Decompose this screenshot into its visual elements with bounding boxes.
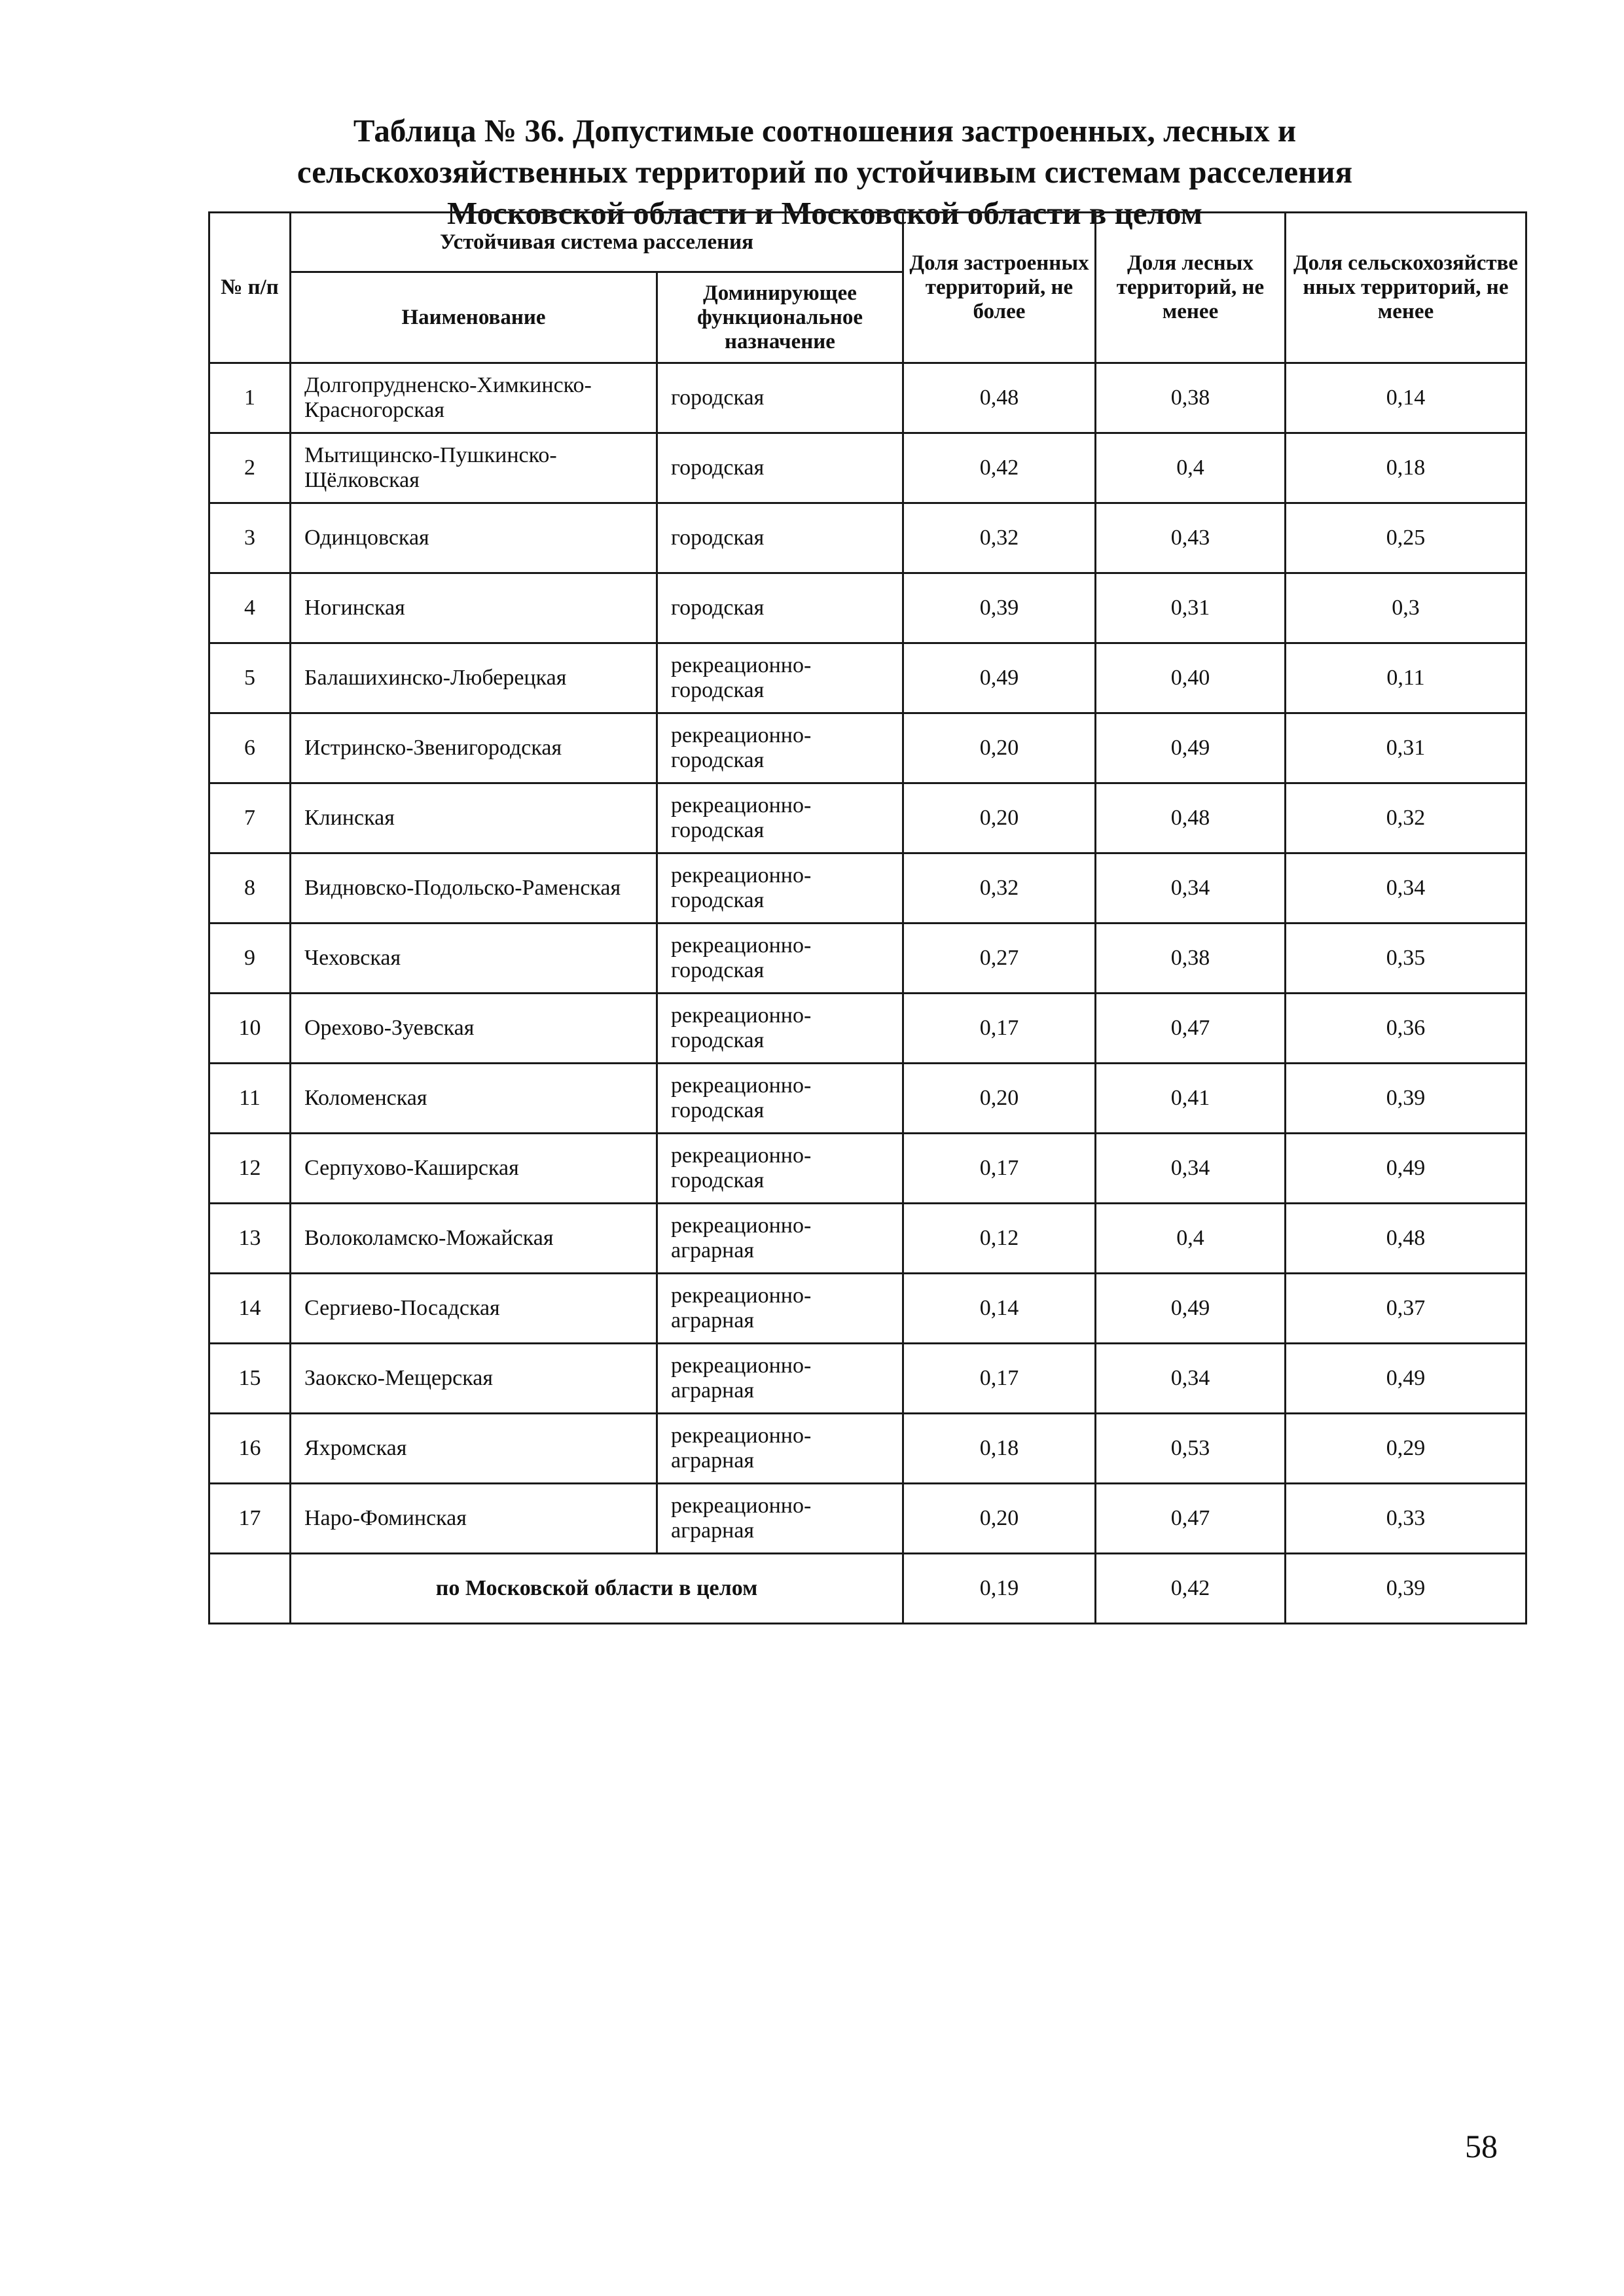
row-number: 9 <box>209 924 291 994</box>
row-function: городская <box>657 433 903 503</box>
row-built-share: 0,39 <box>903 573 1096 643</box>
row-agri-share: 0,49 <box>1286 1134 1526 1204</box>
row-function: рекреационно-городская <box>657 1064 903 1134</box>
row-name: Ногинская <box>291 573 657 643</box>
row-function: городская <box>657 573 903 643</box>
row-function: рекреационно-аграрная <box>657 1344 903 1414</box>
row-agri-share: 0,48 <box>1286 1204 1526 1274</box>
total-number-cell <box>209 1554 291 1624</box>
row-agri-share: 0,49 <box>1286 1344 1526 1414</box>
table-row <box>209 643 1526 713</box>
row-forest-share: 0,34 <box>1096 1344 1286 1414</box>
row-built-share: 0,14 <box>903 1274 1096 1344</box>
row-function: городская <box>657 503 903 573</box>
header-number: № п/п <box>209 213 291 363</box>
row-name: Наро-Фоминская <box>291 1484 657 1554</box>
row-number: 15 <box>209 1344 291 1414</box>
table-row <box>209 1064 1526 1134</box>
row-number: 13 <box>209 1204 291 1274</box>
header-agri-share: Доля сельскохозяйстве нных территорий, не менее <box>1286 213 1526 363</box>
row-built-share: 0,12 <box>903 1204 1096 1274</box>
row-built-share: 0,32 <box>903 853 1096 924</box>
row-forest-share: 0,40 <box>1096 643 1286 713</box>
page-number: 58 <box>1465 2128 1498 2164</box>
row-built-share: 0,20 <box>903 783 1096 853</box>
row-number: 1 <box>209 363 291 433</box>
row-number: 17 <box>209 1484 291 1554</box>
row-number: 2 <box>209 433 291 503</box>
table-row <box>209 363 1526 433</box>
header-function: Доминирующее функциональное назначение <box>657 272 903 363</box>
row-built-share: 0,17 <box>903 1134 1096 1204</box>
row-built-share: 0,32 <box>903 503 1096 573</box>
row-forest-share: 0,34 <box>1096 1134 1286 1204</box>
row-forest-share: 0,47 <box>1096 1484 1286 1554</box>
row-function: рекреационно-городская <box>657 783 903 853</box>
row-name: Заокско-Мещерская <box>291 1344 657 1414</box>
row-forest-share: 0,38 <box>1096 924 1286 994</box>
row-name: Истринско-Звенигородская <box>291 713 657 783</box>
row-name: Балашихинско-Люберецкая <box>291 643 657 713</box>
title-line-1: Таблица № 36. Допустимые соотношения застроенных, лесных и <box>353 113 1297 149</box>
row-agri-share: 0,25 <box>1286 503 1526 573</box>
row-name: Чеховская <box>291 924 657 994</box>
row-built-share: 0,48 <box>903 363 1096 433</box>
row-name: Серпухово-Каширская <box>291 1134 657 1204</box>
row-built-share: 0,42 <box>903 433 1096 503</box>
row-agri-share: 0,33 <box>1286 1484 1526 1554</box>
row-function: городская <box>657 363 903 433</box>
row-agri-share: 0,3 <box>1286 573 1526 643</box>
row-number: 14 <box>209 1274 291 1344</box>
row-number: 12 <box>209 1134 291 1204</box>
row-function: рекреационно-городская <box>657 713 903 783</box>
row-forest-share: 0,31 <box>1096 573 1286 643</box>
total-row <box>209 1554 1526 1624</box>
row-agri-share: 0,35 <box>1286 924 1526 994</box>
row-function: рекреационно-аграрная <box>657 1484 903 1554</box>
row-forest-share: 0,53 <box>1096 1414 1286 1484</box>
row-number: 3 <box>209 503 291 573</box>
row-agri-share: 0,39 <box>1286 1064 1526 1134</box>
header-name: Наименование <box>291 272 657 363</box>
row-function: рекреационно-аграрная <box>657 1414 903 1484</box>
row-number: 4 <box>209 573 291 643</box>
table-row <box>209 1134 1526 1204</box>
row-built-share: 0,18 <box>903 1414 1096 1484</box>
header-built-share: Доля застроенных территорий, не более <box>903 213 1096 363</box>
table-row <box>209 783 1526 853</box>
row-forest-share: 0,49 <box>1096 1274 1286 1344</box>
total-agri-share: 0,39 <box>1286 1554 1526 1624</box>
table-row <box>209 1344 1526 1414</box>
row-agri-share: 0,36 <box>1286 994 1526 1064</box>
row-function: рекреационно-аграрная <box>657 1204 903 1274</box>
table-row <box>209 573 1526 643</box>
row-forest-share: 0,48 <box>1096 783 1286 853</box>
row-agri-share: 0,31 <box>1286 713 1526 783</box>
row-function: рекреационно-городская <box>657 853 903 924</box>
row-built-share: 0,17 <box>903 1344 1096 1414</box>
row-number: 5 <box>209 643 291 713</box>
row-built-share: 0,20 <box>903 1484 1096 1554</box>
table-row <box>209 1484 1526 1554</box>
row-agri-share: 0,29 <box>1286 1414 1526 1484</box>
row-built-share: 0,20 <box>903 713 1096 783</box>
settlement-ratios-table <box>208 211 1527 1624</box>
row-name: Коломенская <box>291 1064 657 1134</box>
table-row <box>209 994 1526 1064</box>
total-label: по Московской области в целом <box>291 1554 903 1624</box>
row-number: 8 <box>209 853 291 924</box>
table-body <box>209 363 1526 1624</box>
table-row <box>209 433 1526 503</box>
row-function: рекреационно-городская <box>657 1134 903 1204</box>
row-built-share: 0,49 <box>903 643 1096 713</box>
row-number: 16 <box>209 1414 291 1484</box>
title-line-3: Московской области и Московской области в целом <box>447 195 1202 231</box>
table-row <box>209 853 1526 924</box>
header-forest-share: Доля лесных территорий, не менее <box>1096 213 1286 363</box>
row-forest-share: 0,43 <box>1096 503 1286 573</box>
table-row <box>209 1414 1526 1484</box>
row-forest-share: 0,4 <box>1096 433 1286 503</box>
row-function: рекреационно-аграрная <box>657 1274 903 1344</box>
table-row <box>209 503 1526 573</box>
row-name: Яхромская <box>291 1414 657 1484</box>
total-forest-share: 0,42 <box>1096 1554 1286 1624</box>
row-forest-share: 0,47 <box>1096 994 1286 1064</box>
row-number: 7 <box>209 783 291 853</box>
row-agri-share: 0,14 <box>1286 363 1526 433</box>
row-forest-share: 0,34 <box>1096 853 1286 924</box>
header-system-group: Устойчивая система расселения <box>291 213 903 272</box>
row-agri-share: 0,37 <box>1286 1274 1526 1344</box>
row-name: Мытищинско-Пушкинско-Щёлковская <box>291 433 657 503</box>
row-number: 6 <box>209 713 291 783</box>
row-number: 11 <box>209 1064 291 1134</box>
row-function: рекреационно-городская <box>657 994 903 1064</box>
row-name: Волоколамско-Можайская <box>291 1204 657 1274</box>
row-function: рекреационно-городская <box>657 924 903 994</box>
table-row <box>209 924 1526 994</box>
row-function: рекреационно-городская <box>657 643 903 713</box>
row-built-share: 0,27 <box>903 924 1096 994</box>
row-agri-share: 0,18 <box>1286 433 1526 503</box>
row-agri-share: 0,11 <box>1286 643 1526 713</box>
table-row <box>209 1274 1526 1344</box>
row-name: Одинцовская <box>291 503 657 573</box>
table-row <box>209 713 1526 783</box>
total-built-share: 0,19 <box>903 1554 1096 1624</box>
row-forest-share: 0,49 <box>1096 713 1286 783</box>
row-number: 10 <box>209 994 291 1064</box>
row-name: Сергиево-Посадская <box>291 1274 657 1344</box>
title-line-2: сельскохозяйственных территорий по устойчивым системам расселения <box>297 154 1353 190</box>
row-built-share: 0,20 <box>903 1064 1096 1134</box>
row-forest-share: 0,4 <box>1096 1204 1286 1274</box>
table-row <box>209 1204 1526 1274</box>
row-agri-share: 0,34 <box>1286 853 1526 924</box>
row-name: Долгопрудненско-Химкинско-Красногорская <box>291 363 657 433</box>
row-name: Видновско-Подольско-Раменская <box>291 853 657 924</box>
row-agri-share: 0,32 <box>1286 783 1526 853</box>
row-built-share: 0,17 <box>903 994 1096 1064</box>
row-forest-share: 0,41 <box>1096 1064 1286 1134</box>
row-name: Орехово-Зуевская <box>291 994 657 1064</box>
row-name: Клинская <box>291 783 657 853</box>
row-forest-share: 0,38 <box>1096 363 1286 433</box>
